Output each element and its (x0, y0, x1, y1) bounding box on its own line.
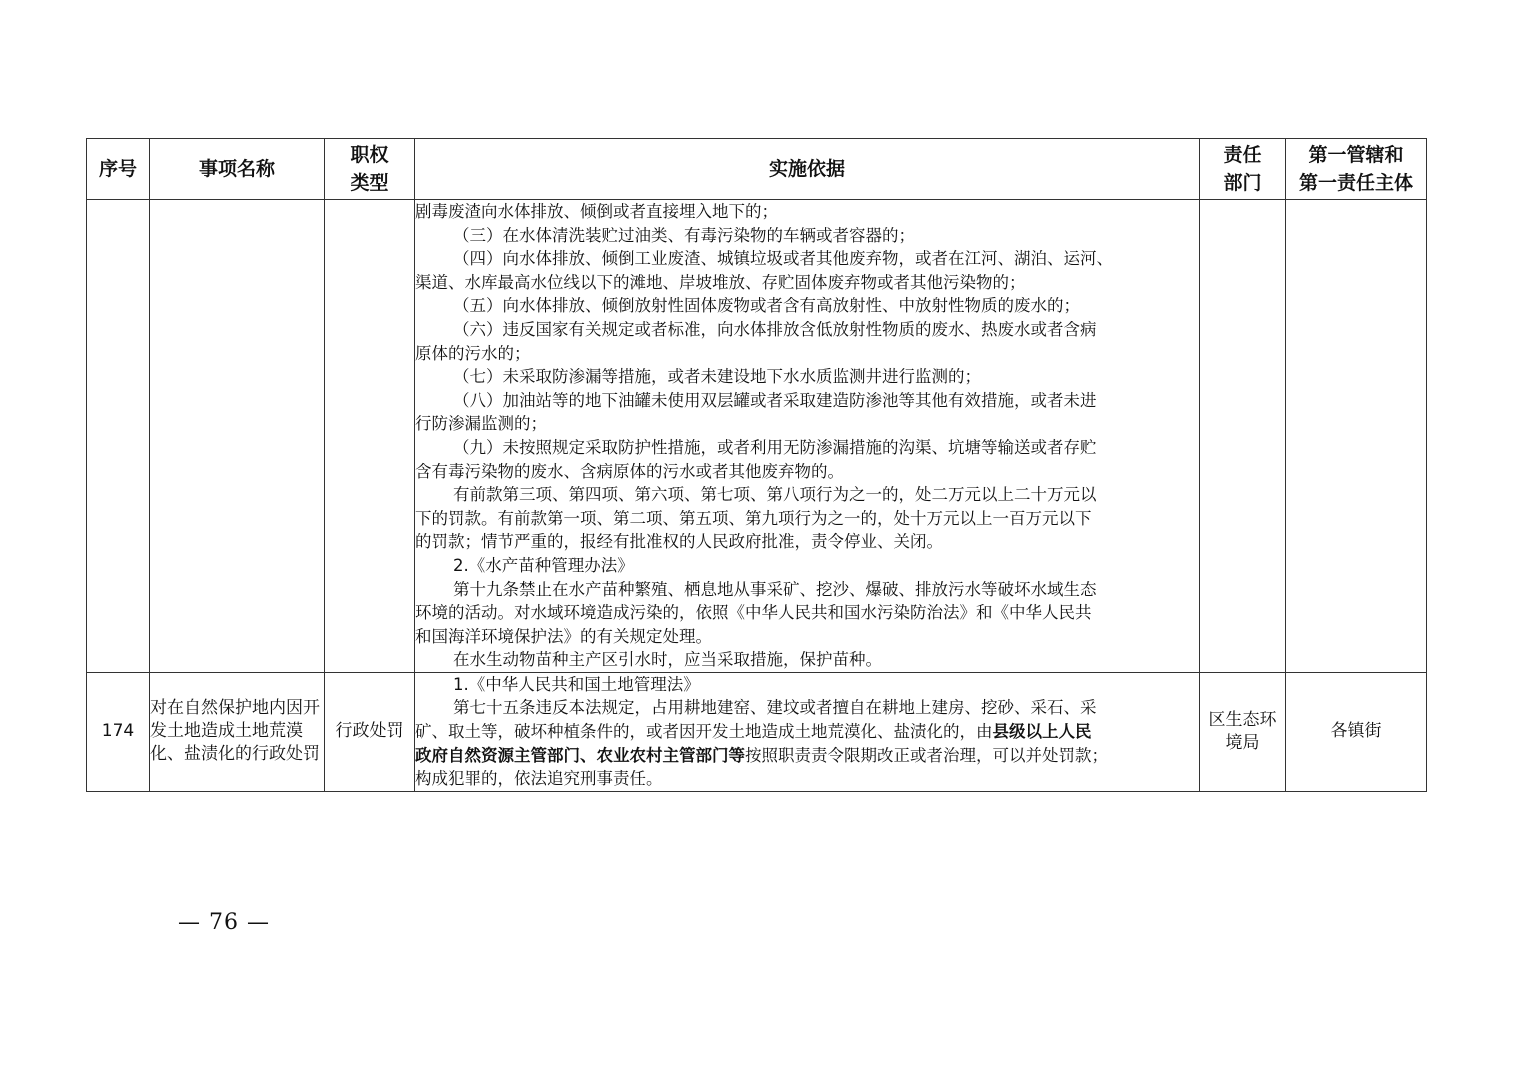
cell-seq-empty (87, 200, 150, 673)
basis-text: 矿、取土等，破坏种植条件的，或者因开发土地造成土地荒漠化、盐渍化的，由 (415, 722, 993, 742)
cell-authority-type: 行政处罚 (325, 672, 415, 791)
basis-line: （四）向水体排放、倾倒工业废渣、城镇垃圾或者其他废弃物，或者在江河、湖泊、运河、 (453, 249, 1113, 269)
cell-type-empty (325, 200, 415, 673)
basis-line: 和国海洋环境保护法》的有关规定处理。 (415, 626, 712, 646)
table-row-174 (87, 672, 1427, 791)
header-subject (1286, 139, 1427, 200)
cell-item-name: 对在自然保护地内因开发土地造成土地荒漠化、盐渍化的行政处罚 (150, 672, 325, 791)
cell-name-empty (150, 200, 325, 673)
header-dept-line2: 部门 (1223, 172, 1262, 194)
basis-line: 含有毒污染物的废水、含病原体的污水或者其他废弃物的。 (415, 461, 844, 481)
basis-line: 下的罚款。有前款第一项、第二项、第五项、第九项行为之一的，处十万元以上一百万元以下 (415, 508, 1092, 528)
basis-line: 行防渗漏监测的； (415, 414, 547, 434)
cell-responsible-dept: 区生态环境局 (1200, 672, 1286, 791)
basis-line: 1.《中华人民共和国土地管理法》 (453, 674, 700, 694)
basis-bold-text: 县级以上人民 (992, 722, 1092, 742)
cell-basis-continued (415, 200, 1200, 673)
page-number: — 76 — (178, 910, 270, 935)
cell-basis-174 (415, 672, 1200, 791)
header-basis: 实施依据 (415, 139, 1200, 200)
header-dept (1200, 139, 1286, 200)
header-type (325, 139, 415, 200)
basis-line (415, 720, 1199, 744)
authority-table (86, 138, 1427, 792)
basis-line: 第七十五条违反本法规定，占用耕地建窑、建坟或者擅自在耕地上建房、挖砂、采石、采 (453, 698, 1097, 718)
basis-text: 按照职责责令限期改正或者治理，可以并处罚款； (745, 745, 1108, 765)
header-type-line1: 职权 (350, 144, 389, 166)
basis-line: （八）加油站等的地下油罐未使用双层罐或者采取建造防渗池等其他有效措施，或者未进 (453, 390, 1097, 410)
cell-subject-empty (1286, 200, 1427, 673)
basis-line: 原体的污水的； (415, 343, 531, 363)
basis-line: （三）在水体清洗装贮过油类、有毒污染物的车辆或者容器的； (453, 225, 915, 245)
cell-seq: 174 (87, 672, 150, 791)
cell-dept-empty (1200, 200, 1286, 673)
basis-lines (415, 200, 1199, 672)
basis-bold-text: 政府自然资源主管部门、农业农村主管部门等 (415, 745, 745, 765)
header-type-line2: 类型 (350, 172, 389, 194)
cell-first-subject: 各镇街 (1286, 672, 1427, 791)
header-subject-line1: 第一管辖和 (1308, 144, 1404, 166)
basis-line: 构成犯罪的，依法追究刑事责任。 (415, 769, 663, 789)
header-dept-line1: 责任 (1223, 144, 1262, 166)
basis-line: 环境的活动。对水域环境造成污染的，依照《中华人民共和国水污染防治法》和《中华人民共 (415, 603, 1092, 623)
basis-line: （六）违反国家有关规定或者标准，向水体排放含低放射性物质的废水、热废水或者含病 (453, 319, 1097, 339)
table-row-continued (87, 200, 1427, 673)
basis-line: 渠道、水库最高水位线以下的滩地、岸坡堆放、存贮固体废弃物或者其他污染物的； (415, 272, 1026, 292)
header-row (87, 139, 1427, 200)
basis-line: （七）未采取防渗漏等措施，或者未建设地下水水质监测井进行监测的； (453, 367, 981, 387)
header-name: 事项名称 (150, 139, 325, 200)
basis-line: 的罚款；情节严重的，报经有批准权的人民政府批准，责令停业、关闭。 (415, 532, 943, 552)
basis-line: （九）未按照规定采取防护性措施，或者利用无防渗漏措施的沟渠、坑塘等输送或者存贮 (453, 437, 1097, 457)
basis-line: 剧毒废渣向水体排放、倾倒或者直接埋入地下的； (415, 202, 778, 221)
header-seq: 序号 (87, 139, 150, 200)
basis-line: 第十九条禁止在水产苗种繁殖、栖息地从事采矿、挖沙、爆破、排放污水等破坏水域生态 (453, 579, 1097, 599)
header-subject-line2: 第一责任主体 (1298, 172, 1413, 194)
basis-line: （五）向水体排放、倾倒放射性固体废物或者含有高放射性、中放射性物质的废水的； (453, 296, 1080, 316)
basis-line: 在水生动物苗种主产区引水时，应当采取措施，保护苗种。 (453, 650, 882, 670)
basis-line (415, 744, 1199, 768)
basis-line: 2.《水产苗种管理办法》 (453, 555, 634, 575)
basis-line: 有前款第三项、第四项、第六项、第七项、第八项行为之一的，处二万元以上二十万元以 (453, 485, 1097, 505)
